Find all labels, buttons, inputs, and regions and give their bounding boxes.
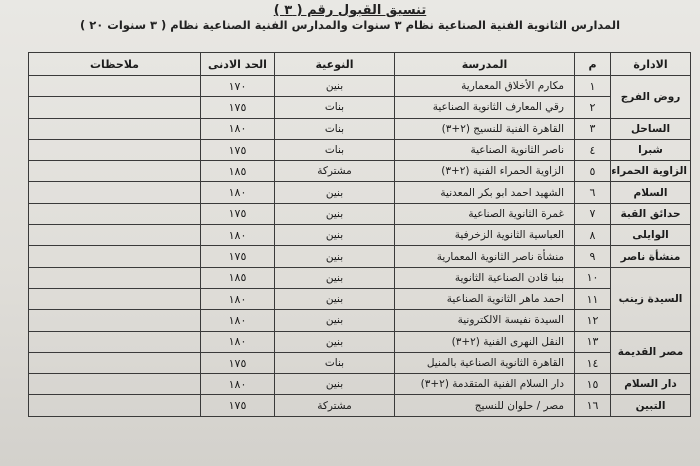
table-row xyxy=(29,352,691,373)
table-row xyxy=(29,225,691,246)
school-name: الزاوية الحمراء الفنية (٢+٣) xyxy=(395,161,575,182)
directorate-cell: منشأة ناصر xyxy=(611,246,691,267)
minimum-score: ١٧٥ xyxy=(201,246,275,267)
school-type: بنين xyxy=(275,310,395,331)
school-type: مشتركة xyxy=(275,395,395,416)
school-type: بنين xyxy=(275,374,395,395)
minimum-score: ١٧٥ xyxy=(201,352,275,373)
header-directorate: الادارة xyxy=(611,53,691,76)
table-row xyxy=(29,374,691,395)
row-number: ٢ xyxy=(575,97,611,118)
school-type: بنين xyxy=(275,76,395,97)
table-row xyxy=(29,97,691,118)
header-number: م xyxy=(575,53,611,76)
row-number: ١ xyxy=(575,76,611,97)
school-name: مكارم الأخلاق المعمارية xyxy=(395,76,575,97)
header-notes: ملاحظات xyxy=(29,53,201,76)
school-type: بنين xyxy=(275,182,395,203)
table-row xyxy=(29,310,691,331)
table-header-row xyxy=(29,53,691,76)
school-name: القاهرة الفنية للنسيج (٢+٣) xyxy=(395,118,575,139)
minimum-score: ١٨٠ xyxy=(201,288,275,309)
row-number: ٤ xyxy=(575,139,611,160)
minimum-score: ١٨٠ xyxy=(201,374,275,395)
school-name: احمد ماهر الثانوية الصناعية xyxy=(395,288,575,309)
row-number: ١٥ xyxy=(575,374,611,395)
directorate-cell: الساحل xyxy=(611,118,691,139)
school-name: دار السلام الفنية المتقدمة (٢+٣) xyxy=(395,374,575,395)
notes-cell xyxy=(29,352,201,373)
table-row xyxy=(29,118,691,139)
minimum-score: ١٧٥ xyxy=(201,203,275,224)
school-type: بنين xyxy=(275,225,395,246)
row-number: ٩ xyxy=(575,246,611,267)
header-minimum-score: الحد الادنى xyxy=(201,53,275,76)
school-name: غمرة الثانوية الصناعية xyxy=(395,203,575,224)
notes-cell xyxy=(29,246,201,267)
school-type: بنات xyxy=(275,139,395,160)
school-name: النقل النهرى الفنية (٢+٣) xyxy=(395,331,575,352)
notes-cell xyxy=(29,118,201,139)
school-name: القاهرة الثانوية الصناعية بالمنيل xyxy=(395,352,575,373)
minimum-score: ١٨٠ xyxy=(201,182,275,203)
notes-cell xyxy=(29,267,201,288)
header-type: النوعية xyxy=(275,53,395,76)
table-row xyxy=(29,161,691,182)
notes-cell xyxy=(29,374,201,395)
directorate-cell: حدائق القبة xyxy=(611,203,691,224)
school-name: منشأة ناصر الثانوية المعمارية xyxy=(395,246,575,267)
row-number: ١٢ xyxy=(575,310,611,331)
directorate-cell: دار السلام xyxy=(611,374,691,395)
minimum-score: ١٨٠ xyxy=(201,331,275,352)
school-type: بنين xyxy=(275,246,395,267)
header-school: المدرسة xyxy=(395,53,575,76)
minimum-score: ١٧٥ xyxy=(201,395,275,416)
row-number: ١٤ xyxy=(575,352,611,373)
table-row xyxy=(29,76,691,97)
minimum-score: ١٧٥ xyxy=(201,97,275,118)
row-number: ٦ xyxy=(575,182,611,203)
school-name: السيدة نفيسة الالكترونية xyxy=(395,310,575,331)
notes-cell xyxy=(29,139,201,160)
directorate-cell: التبين xyxy=(611,395,691,416)
notes-cell xyxy=(29,161,201,182)
row-number: ١٣ xyxy=(575,331,611,352)
school-type: بنات xyxy=(275,118,395,139)
row-number: ٧ xyxy=(575,203,611,224)
minimum-score: ١٨٥ xyxy=(201,161,275,182)
row-number: ١٦ xyxy=(575,395,611,416)
minimum-score: ١٨٠ xyxy=(201,118,275,139)
row-number: ٣ xyxy=(575,118,611,139)
minimum-score: ١٧٥ xyxy=(201,139,275,160)
table-row xyxy=(29,331,691,352)
minimum-score: ١٧٠ xyxy=(201,76,275,97)
school-type: بنات xyxy=(275,352,395,373)
admission-table xyxy=(28,52,691,417)
school-type: بنين xyxy=(275,267,395,288)
minimum-score: ١٨٠ xyxy=(201,225,275,246)
table-row xyxy=(29,139,691,160)
row-number: ٨ xyxy=(575,225,611,246)
minimum-score: ١٨٥ xyxy=(201,267,275,288)
school-type: مشتركة xyxy=(275,161,395,182)
directorate-cell: مصر القديمة xyxy=(611,331,691,374)
school-name: الشهيد احمد ابو بكر المعدنية xyxy=(395,182,575,203)
row-number: ١٠ xyxy=(575,267,611,288)
school-name: بنبا قادن الصناعية الثانوية xyxy=(395,267,575,288)
document-title: تنسيق القبول رقم ( ٣ ) xyxy=(273,3,427,18)
row-number: ٥ xyxy=(575,161,611,182)
notes-cell xyxy=(29,310,201,331)
document-subtitle: المدارس الثانوية الفنية الصناعية نظام ٣ سنوات والمدارس الفنية الصناعية نظام ( ٣ سنوات ٢٠ ) xyxy=(79,18,621,32)
directorate-cell: السلام xyxy=(611,182,691,203)
school-type: بنين xyxy=(275,331,395,352)
notes-cell xyxy=(29,288,201,309)
school-name: ناصر الثانوية الصناعية xyxy=(395,139,575,160)
school-type: بنات xyxy=(275,97,395,118)
notes-cell xyxy=(29,225,201,246)
notes-cell xyxy=(29,97,201,118)
table-row xyxy=(29,288,691,309)
notes-cell xyxy=(29,331,201,352)
school-name: العباسية الثانوية الزخرفية xyxy=(395,225,575,246)
school-type: بنين xyxy=(275,203,395,224)
school-type: بنين xyxy=(275,288,395,309)
school-name: مصر / حلوان للنسيج xyxy=(395,395,575,416)
directorate-cell: روض الفرج xyxy=(611,76,691,119)
row-number: ١١ xyxy=(575,288,611,309)
notes-cell xyxy=(29,182,201,203)
directorate-cell: شبرا xyxy=(611,139,691,160)
directorate-cell: الوايلى xyxy=(611,225,691,246)
notes-cell xyxy=(29,76,201,97)
school-name: رقي المعارف الثانوية الصناعية xyxy=(395,97,575,118)
table-row xyxy=(29,267,691,288)
minimum-score: ١٨٠ xyxy=(201,310,275,331)
notes-cell xyxy=(29,203,201,224)
directorate-cell: السيدة زينب xyxy=(611,267,691,331)
table-row xyxy=(29,246,691,267)
table-row xyxy=(29,395,691,416)
table-row xyxy=(29,182,691,203)
table-row xyxy=(29,203,691,224)
notes-cell xyxy=(29,395,201,416)
directorate-cell: الزاوية الحمراء xyxy=(611,161,691,182)
